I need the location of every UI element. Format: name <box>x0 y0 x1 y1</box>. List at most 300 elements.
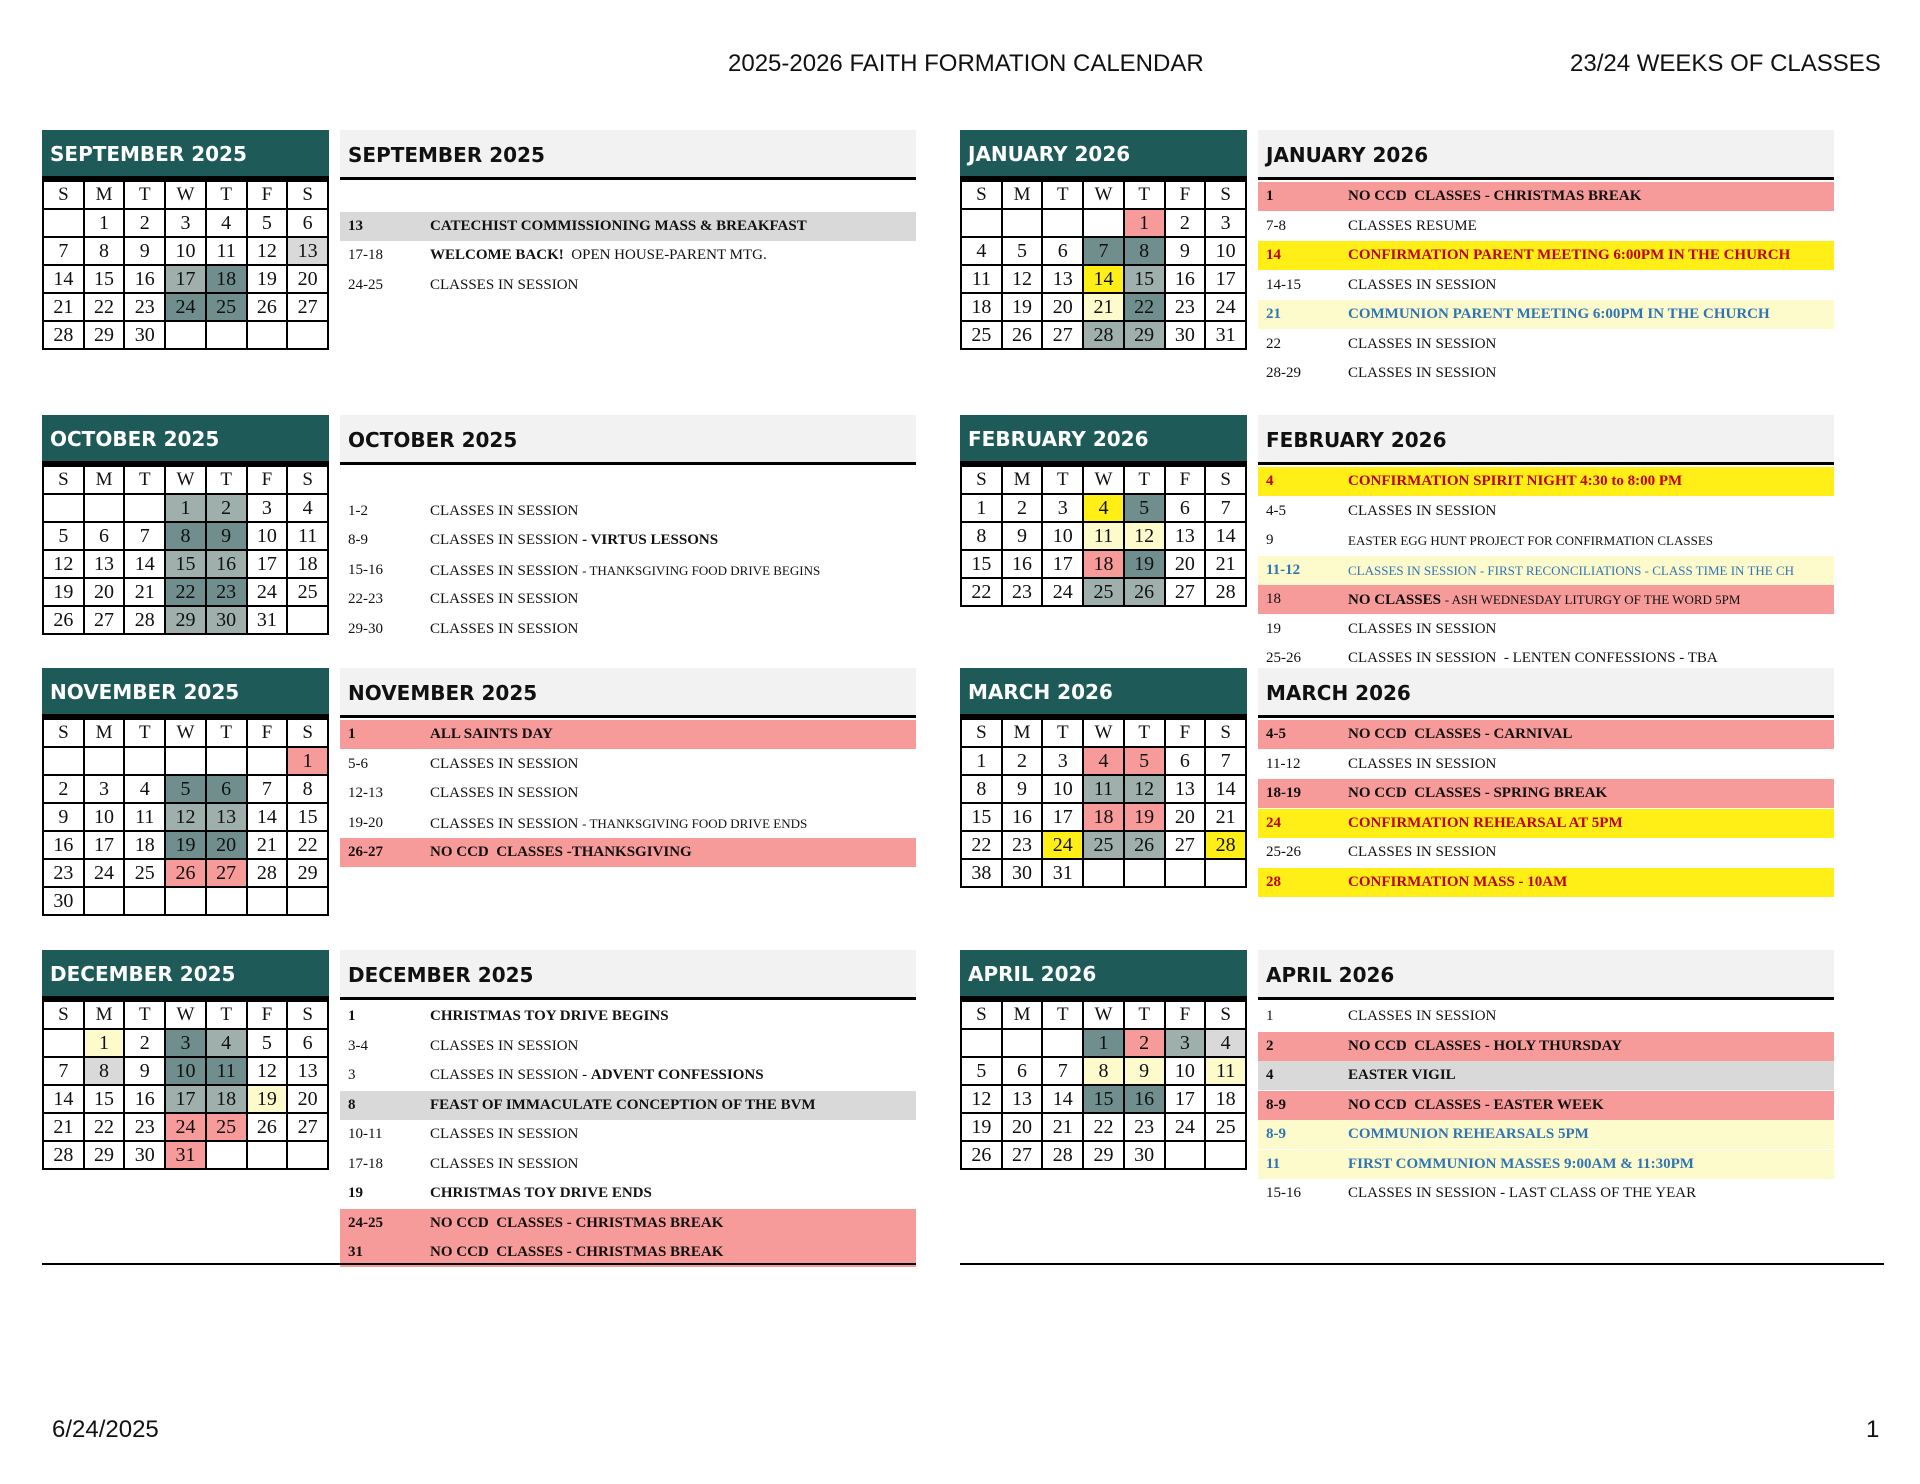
event-text-part: CLASSES IN SESSION <box>430 562 583 579</box>
event-date: 24-25 <box>348 1214 383 1231</box>
event-row <box>340 271 916 300</box>
event-date: 11 <box>1266 1155 1281 1172</box>
day-cell: 2 <box>1165 209 1206 237</box>
weeks-of-classes: 23/24 WEEKS OF CLASSES <box>1570 50 1881 77</box>
day-cell <box>43 1029 84 1057</box>
event-row <box>1258 779 1834 808</box>
event-date: 21 <box>1266 306 1281 322</box>
event-row <box>1258 720 1834 749</box>
weekday-header: W <box>165 719 206 747</box>
day-cell: 24 <box>247 578 288 606</box>
day-cell: 29 <box>84 321 125 349</box>
event-date: 29-30 <box>348 620 383 637</box>
day-cell: 14 <box>43 1085 84 1113</box>
event-text: COMMUNION PARENT MEETING 6:00PM IN THE CHURCH <box>1348 306 1770 322</box>
day-cell: 11 <box>124 803 165 831</box>
day-cell: 12 <box>961 1085 1002 1113</box>
day-cell: 26 <box>43 606 84 634</box>
event-text-part: OPEN HOUSE-PARENT MTG. <box>563 247 767 263</box>
event-date: 7-8 <box>1266 217 1286 234</box>
weekday-header: M <box>1002 466 1043 494</box>
day-cell: 13 <box>287 237 328 265</box>
event-date: 15-16 <box>1266 1185 1301 1201</box>
event-text: CONFIRMATION PARENT MEETING 6:00PM IN THE CHURCH <box>1348 247 1791 263</box>
day-cell: 10 <box>247 522 288 550</box>
day-cell: 17 <box>1165 1085 1206 1113</box>
day-cell: 21 <box>1083 293 1124 321</box>
day-cell: 28 <box>124 606 165 634</box>
event-row <box>1258 330 1834 359</box>
day-cell: 23 <box>1124 1113 1165 1141</box>
day-cell: 22 <box>1083 1113 1124 1141</box>
day-cell: 22 <box>165 578 206 606</box>
weekday-header: T <box>206 466 247 494</box>
day-cell: 27 <box>1165 578 1206 606</box>
day-cell <box>1083 209 1124 237</box>
day-cell: 31 <box>1205 321 1246 349</box>
day-cell: 23 <box>124 293 165 321</box>
weekday-header: M <box>84 466 125 494</box>
event-row <box>1258 556 1834 585</box>
day-cell <box>1165 1141 1206 1169</box>
day-cell: 25 <box>206 293 247 321</box>
event-date: 11-12 <box>1266 561 1301 578</box>
day-cell: 27 <box>287 1113 328 1141</box>
day-cell: 26 <box>961 1141 1002 1169</box>
day-cell: 1 <box>961 747 1002 775</box>
weekday-header: F <box>1165 1001 1206 1029</box>
event-row <box>1258 1032 1834 1061</box>
day-cell: 20 <box>206 831 247 859</box>
day-cell: 4 <box>1083 494 1124 522</box>
day-cell: 28 <box>247 859 288 887</box>
event-text: EASTER VIGIL <box>1348 1067 1456 1083</box>
event-date: 12-13 <box>348 785 383 801</box>
event-text: CONFIRMATION REHEARSAL AT 5PM <box>1348 814 1623 831</box>
event-text: CHRISTMAS TOY DRIVE ENDS <box>430 1185 652 1201</box>
day-cell: 19 <box>43 578 84 606</box>
event-text: FEAST OF IMMACULATE CONCEPTION OF THE BVM <box>430 1096 816 1113</box>
day-cell: 8 <box>961 775 1002 803</box>
day-cell: 4 <box>961 237 1002 265</box>
weekday-header: S <box>1205 181 1246 209</box>
calendar-grid <box>42 718 329 916</box>
day-cell: 7 <box>43 1057 84 1085</box>
day-cell <box>1205 1141 1246 1169</box>
event-date: 1 <box>1266 188 1274 204</box>
day-cell: 24 <box>165 293 206 321</box>
day-cell <box>287 1141 328 1169</box>
day-cell <box>84 747 125 775</box>
day-cell: 26 <box>1124 831 1165 859</box>
event-row <box>1258 1002 1834 1031</box>
event-date: 24 <box>1266 814 1281 831</box>
day-cell: 30 <box>43 887 84 915</box>
day-cell <box>961 209 1002 237</box>
day-cell: 24 <box>84 859 125 887</box>
event-row <box>340 1002 916 1031</box>
day-cell: 17 <box>1042 803 1083 831</box>
day-cell <box>206 747 247 775</box>
day-cell: 17 <box>247 550 288 578</box>
day-cell <box>247 321 288 349</box>
weekday-header: W <box>1083 719 1124 747</box>
day-cell: 26 <box>1002 321 1043 349</box>
day-cell: 12 <box>1124 775 1165 803</box>
event-date: 1 <box>348 1008 356 1024</box>
day-cell: 16 <box>1165 265 1206 293</box>
day-cell: 23 <box>124 1113 165 1141</box>
event-text: CATECHIST COMMISSIONING MASS & BREAKFAST <box>430 217 807 234</box>
weekday-header: W <box>1083 466 1124 494</box>
events-panel <box>1258 130 1834 381</box>
events-title: OCTOBER 2025 <box>340 415 916 465</box>
event-row <box>1258 1150 1834 1179</box>
day-cell <box>43 209 84 237</box>
mini-calendar <box>960 668 1247 888</box>
weekday-header: F <box>1165 719 1206 747</box>
day-cell <box>165 747 206 775</box>
day-cell: 2 <box>1002 747 1043 775</box>
events-title: SEPTEMBER 2025 <box>340 130 916 180</box>
day-cell: 10 <box>165 237 206 265</box>
weekday-header: T <box>1042 466 1083 494</box>
day-cell: 29 <box>165 606 206 634</box>
event-date: 24-25 <box>348 276 383 293</box>
day-cell: 21 <box>124 578 165 606</box>
event-row <box>1258 212 1834 241</box>
day-cell: 3 <box>165 209 206 237</box>
event-row <box>1258 750 1834 779</box>
day-cell: 20 <box>1042 293 1083 321</box>
event-text: CLASSES IN SESSION <box>430 1155 579 1172</box>
day-cell <box>165 321 206 349</box>
day-cell: 22 <box>287 831 328 859</box>
weekday-header: T <box>124 1001 165 1029</box>
day-cell: 2 <box>1124 1029 1165 1057</box>
day-cell: 6 <box>1165 747 1206 775</box>
event-date: 18-19 <box>1266 785 1301 801</box>
day-cell: 20 <box>1002 1113 1043 1141</box>
day-cell: 22 <box>84 1113 125 1141</box>
event-row <box>340 1150 916 1179</box>
calendar-grid <box>960 465 1247 607</box>
event-text: EASTER EGG HUNT PROJECT FOR CONFIRMATION CLASSES <box>1348 533 1714 548</box>
event-row <box>1258 868 1834 897</box>
day-cell: 5 <box>1002 237 1043 265</box>
day-cell: 17 <box>1042 550 1083 578</box>
event-date: 19 <box>1266 620 1281 637</box>
weekday-header: S <box>43 719 84 747</box>
events-panel <box>1258 415 1834 666</box>
calendar-grid <box>960 180 1247 350</box>
day-cell: 30 <box>206 606 247 634</box>
calendar-grid <box>42 465 329 635</box>
day-cell: 9 <box>43 803 84 831</box>
event-row <box>340 212 916 241</box>
day-cell: 13 <box>1165 522 1206 550</box>
day-cell <box>1002 1029 1043 1057</box>
event-text: CLASSES IN SESSION <box>430 276 579 293</box>
event-date: 15-16 <box>348 561 383 578</box>
weekday-header: F <box>247 466 288 494</box>
day-cell: 7 <box>1205 747 1246 775</box>
event-row <box>1258 359 1834 388</box>
event-text-part: NO CLASSES <box>1348 592 1445 608</box>
day-cell: 10 <box>84 803 125 831</box>
event-text-part: - THANKSGIVING FOOD DRIVE BEGINS <box>582 562 821 578</box>
weekday-header: T <box>124 181 165 209</box>
day-cell: 11 <box>206 237 247 265</box>
day-cell: 10 <box>1042 775 1083 803</box>
events-title: FEBRUARY 2026 <box>1258 415 1834 465</box>
day-cell: 31 <box>165 1141 206 1169</box>
event-text <box>430 809 807 838</box>
day-cell <box>124 747 165 775</box>
day-cell: 25 <box>124 859 165 887</box>
day-cell: 30 <box>1002 859 1043 887</box>
day-cell: 25 <box>1205 1113 1246 1141</box>
weekday-header: M <box>84 719 125 747</box>
day-cell: 5 <box>247 1029 288 1057</box>
weekday-header: T <box>1124 466 1165 494</box>
events-panel <box>1258 950 1834 1201</box>
event-row <box>340 1032 916 1061</box>
day-cell: 24 <box>165 1113 206 1141</box>
weekday-header: S <box>43 1001 84 1029</box>
day-cell: 8 <box>1124 237 1165 265</box>
event-text: CLASSES IN SESSION <box>430 591 579 607</box>
mini-calendar <box>960 415 1247 607</box>
event-text: FIRST COMMUNION MASSES 9:00AM & 11:30PM <box>1348 1155 1694 1172</box>
day-cell: 8 <box>287 775 328 803</box>
day-cell: 5 <box>247 209 288 237</box>
day-cell: 18 <box>287 550 328 578</box>
event-row <box>340 838 916 867</box>
day-cell: 2 <box>206 494 247 522</box>
event-row <box>340 750 916 779</box>
day-cell: 9 <box>1124 1057 1165 1085</box>
day-cell: 25 <box>206 1113 247 1141</box>
day-cell: 26 <box>165 859 206 887</box>
day-cell: 19 <box>247 265 288 293</box>
day-cell: 2 <box>124 209 165 237</box>
event-date: 14-15 <box>1266 276 1301 293</box>
event-row <box>340 1179 916 1208</box>
mini-calendar-title: MARCH 2026 <box>960 668 1247 718</box>
event-date: 17-18 <box>348 247 383 263</box>
day-cell: 27 <box>287 293 328 321</box>
day-cell: 5 <box>1124 747 1165 775</box>
day-cell <box>247 887 288 915</box>
event-date: 22 <box>1266 335 1281 352</box>
day-cell <box>84 494 125 522</box>
section-divider <box>960 1263 1884 1265</box>
day-cell: 10 <box>1205 237 1246 265</box>
day-cell: 18 <box>1083 550 1124 578</box>
day-cell: 15 <box>84 1085 125 1113</box>
day-cell: 24 <box>1205 293 1246 321</box>
day-cell: 15 <box>287 803 328 831</box>
event-date: 11-12 <box>1266 755 1301 772</box>
event-text: CLASSES IN SESSION <box>1348 620 1497 637</box>
event-date: 4-5 <box>1266 502 1286 519</box>
day-cell: 10 <box>1165 1057 1206 1085</box>
day-cell: 22 <box>84 293 125 321</box>
event-date: 1 <box>1266 1008 1274 1024</box>
day-cell: 15 <box>961 803 1002 831</box>
page-title: 2025-2026 FAITH FORMATION CALENDAR <box>728 50 1204 77</box>
day-cell: 4 <box>124 775 165 803</box>
event-text-part: CLASSES IN SESSION <box>430 532 583 548</box>
day-cell <box>124 887 165 915</box>
event-text: CLASSES IN SESSION <box>1348 365 1497 381</box>
mini-calendar-title: NOVEMBER 2025 <box>42 668 329 718</box>
day-cell <box>247 1141 288 1169</box>
mini-calendar <box>42 950 329 1170</box>
mini-calendar-title: OCTOBER 2025 <box>42 415 329 465</box>
event-text: CLASSES IN SESSION <box>1348 844 1497 860</box>
day-cell: 25 <box>1083 578 1124 606</box>
event-date: 25-26 <box>1266 844 1301 860</box>
events-panel <box>340 950 916 1260</box>
section-divider <box>42 1263 916 1265</box>
mini-calendar-title: DECEMBER 2025 <box>42 950 329 1000</box>
day-cell: 7 <box>1205 494 1246 522</box>
day-cell: 23 <box>206 578 247 606</box>
event-row <box>1258 585 1834 614</box>
weekday-header: F <box>247 719 288 747</box>
event-row <box>1258 1179 1834 1208</box>
day-cell: 4 <box>287 494 328 522</box>
event-row <box>1258 615 1834 644</box>
day-cell: 13 <box>287 1057 328 1085</box>
weekday-header: S <box>961 181 1002 209</box>
event-date: 8 <box>348 1096 356 1113</box>
day-cell: 3 <box>165 1029 206 1057</box>
weekday-header: F <box>247 181 288 209</box>
weekday-header: M <box>84 1001 125 1029</box>
event-text: NO CCD CLASSES - HOLY THURSDAY <box>1348 1037 1622 1054</box>
day-cell: 3 <box>1205 209 1246 237</box>
day-cell <box>1002 209 1043 237</box>
event-date: 31 <box>348 1244 363 1260</box>
event-row <box>1258 809 1834 838</box>
weekday-header: W <box>165 466 206 494</box>
event-text-part: - ASH WEDNESDAY LITURGY OF THE WORD 5PM <box>1444 592 1741 607</box>
event-date: 28-29 <box>1266 365 1301 381</box>
event-row <box>340 1209 916 1238</box>
day-cell: 5 <box>43 522 84 550</box>
weekday-header: S <box>1205 1001 1246 1029</box>
mini-calendar <box>42 415 329 635</box>
event-date: 4 <box>1266 473 1274 489</box>
day-cell: 5 <box>1124 494 1165 522</box>
day-cell: 1 <box>84 1029 125 1057</box>
events-title: DECEMBER 2025 <box>340 950 916 1000</box>
day-cell: 31 <box>1042 859 1083 887</box>
event-text: NO CCD CLASSES - EASTER WEEK <box>1348 1096 1604 1113</box>
day-cell: 30 <box>1165 321 1206 349</box>
day-cell: 16 <box>124 265 165 293</box>
event-row-spacer <box>340 467 916 496</box>
day-cell: 27 <box>1002 1141 1043 1169</box>
day-cell: 19 <box>247 1085 288 1113</box>
day-cell: 11 <box>1083 775 1124 803</box>
events-panel <box>340 668 916 860</box>
event-row <box>340 809 916 838</box>
event-text: CLASSES RESUME <box>1348 217 1477 234</box>
day-cell: 27 <box>206 859 247 887</box>
day-cell: 22 <box>961 578 1002 606</box>
day-cell: 14 <box>1205 775 1246 803</box>
day-cell <box>961 1029 1002 1057</box>
day-cell: 12 <box>43 550 84 578</box>
weekday-header: T <box>1124 1001 1165 1029</box>
day-cell: 14 <box>43 265 84 293</box>
day-cell: 12 <box>1124 522 1165 550</box>
day-cell: 7 <box>43 237 84 265</box>
day-cell: 28 <box>1205 831 1246 859</box>
calendar-grid <box>960 718 1247 888</box>
event-row <box>1258 497 1834 526</box>
events-title: NOVEMBER 2025 <box>340 668 916 718</box>
calendar-grid <box>42 1000 329 1170</box>
event-text <box>1348 585 1740 614</box>
weekday-header: T <box>124 466 165 494</box>
events-title: JANUARY 2026 <box>1258 130 1834 180</box>
day-cell <box>287 606 328 634</box>
day-cell: 24 <box>1042 578 1083 606</box>
event-date: 4-5 <box>1266 726 1286 742</box>
day-cell: 27 <box>84 606 125 634</box>
day-cell: 11 <box>206 1057 247 1085</box>
day-cell <box>287 887 328 915</box>
day-cell: 16 <box>1002 803 1043 831</box>
events-title: MARCH 2026 <box>1258 668 1834 718</box>
day-cell: 9 <box>206 522 247 550</box>
weekday-header: S <box>961 719 1002 747</box>
event-text: CLASSES IN SESSION <box>1348 755 1497 772</box>
event-row <box>1258 271 1834 300</box>
day-cell: 7 <box>1083 237 1124 265</box>
event-text: CLASSES IN SESSION <box>430 755 579 772</box>
weekday-header: T <box>1042 181 1083 209</box>
day-cell: 10 <box>165 1057 206 1085</box>
day-cell: 15 <box>1124 265 1165 293</box>
day-cell: 17 <box>84 831 125 859</box>
day-cell: 29 <box>1124 321 1165 349</box>
day-cell: 9 <box>1002 522 1043 550</box>
weekday-header: S <box>43 181 84 209</box>
day-cell: 4 <box>1083 747 1124 775</box>
day-cell: 3 <box>1042 494 1083 522</box>
day-cell <box>1083 859 1124 887</box>
weekday-header: F <box>1165 181 1206 209</box>
mini-calendar-title: FEBRUARY 2026 <box>960 415 1247 465</box>
event-text: NO CCD CLASSES - CHRISTMAS BREAK <box>1348 188 1642 204</box>
day-cell: 18 <box>206 1085 247 1113</box>
day-cell: 1 <box>961 494 1002 522</box>
day-cell: 26 <box>247 1113 288 1141</box>
event-date: 4 <box>1266 1067 1274 1083</box>
event-row <box>340 615 916 644</box>
event-date: 1 <box>348 726 356 742</box>
events-panel <box>340 415 916 637</box>
event-row <box>340 1061 916 1090</box>
event-text: CLASSES IN SESSION <box>430 1037 579 1054</box>
day-cell: 28 <box>1083 321 1124 349</box>
